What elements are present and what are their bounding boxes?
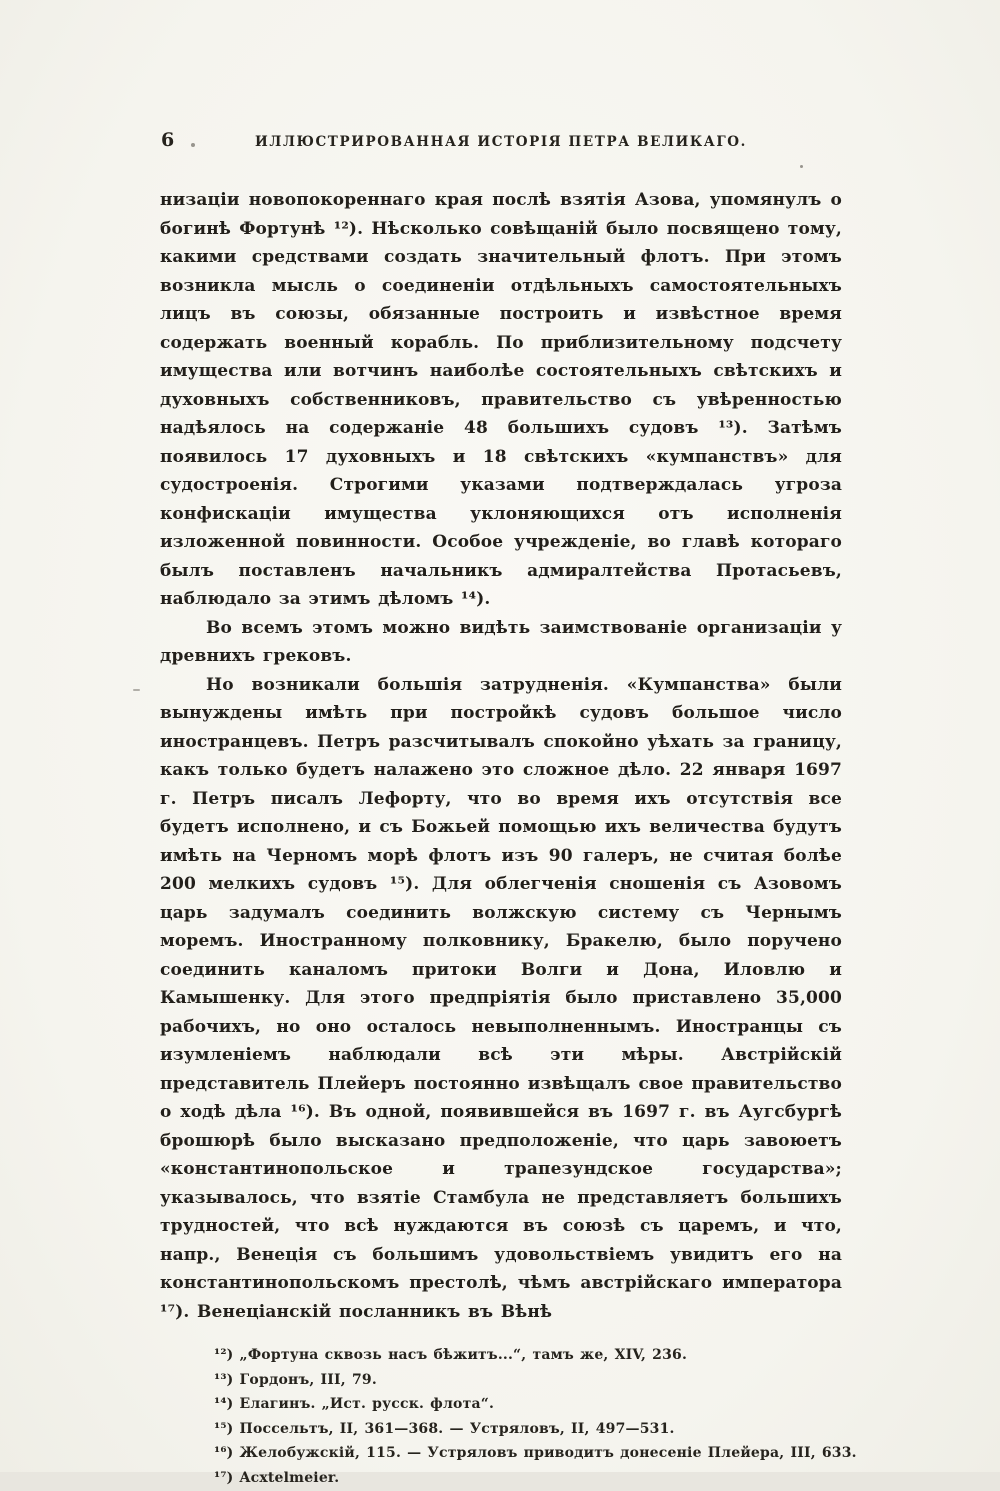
running-header-title: ИЛЛЮСТРИРОВАННАЯ ИСТОРІЯ ПЕТРА ВЕЛИКАГО. — [255, 134, 747, 150]
body-paragraph: Во всемъ этомъ можно видѣть заимствованіе организаціи у древнихъ грековъ. — [160, 617, 842, 666]
footnotes-block — [160, 1343, 922, 1491]
body-paragraph: Но возникали большія затрудненія. «Кумпанства» были вынуждены имѣть при постройкѣ судовъ большое число иностранцевъ. Петръ разсчитывалъ спокойно уѣхать за границу, какъ только будетъ налажено это сложное дѣло. 22 января 1697 г. Петръ писалъ Лефорту, что во время ихъ отсутствія все будетъ исполнено, и съ Божьей помощью ихъ величества будутъ имѣть на Черномъ морѣ флотъ изъ 90 галеръ, не считая болѣе 200 мелкихъ судовъ ¹⁵). Для облегченія сношенія съ Азовомъ царь задумалъ соединить волжскую систему съ Чернымъ моремъ. Иностранному полковнику, Бракелю, было поручено соединить каналомъ притоки Волги и Дона, Иловлю и Камышенку. Для этого предпріятія было приставлено 35,000 рабочихъ, но оно осталось невыполненнымъ. Иностранцы съ изумленіемъ наблюдали всѣ эти мѣры. Австрійскій представитель Плейеръ постоянно извѣщалъ свое правительство о ходѣ дѣла ¹⁶). Въ одной, появившейся въ 1697 г. въ Аугсбургѣ брошюрѣ было высказано предположеніе, что царь завоюетъ «константинопольское и трапезундское государства»; указывалось, что взятіе Стамбула не представляетъ большихъ трудностей, что всѣ нуждаются въ союзѣ съ царемъ, и что, напр., Венеція съ большимъ удовольствіемъ увидитъ его на константинопольскомъ престолѣ, чѣмъ австрійскаго императора ¹⁷). Венеціанскій посланникъ въ Вѣнѣ — [160, 674, 842, 1322]
body-text — [160, 186, 842, 1326]
footnote: ¹³) Гордонъ, III, 79. — [214, 1371, 377, 1388]
scan-speck — [800, 165, 803, 168]
footnote: ¹⁴) Елагинъ. „Ист. русск. флота“. — [214, 1396, 495, 1413]
footnote: ¹⁶) Желобужскій, 115. — Устряловъ приводитъ донесеніе Плейера, III, 633. — [214, 1445, 857, 1462]
page-number: 6 — [161, 129, 175, 151]
footnote: ¹²) „Фортуна сквозь насъ бѣжитъ...“, тамъ же, XIV, 236. — [214, 1347, 688, 1363]
scan-speck — [133, 689, 140, 691]
body-paragraph: низаціи новопокореннаго края послѣ взятія Азова, упомянулъ о богинѣ Фортунѣ ¹²). Нѣсколько совѣщаній было посвящено тому, какими средствами создать значительный флотъ. При этомъ возникла мысль о соединеніи отдѣльныхъ самостоятельныхъ лицъ въ союзы, обязанные построить и извѣстное время содержать военный корабль. По приблизительному подсчету имущества или вотчинъ наиболѣе состоятельныхъ свѣтскихъ и духовныхъ собственниковъ, правительство съ увѣренностью надѣялось на содержаніе 48 большихъ судовъ ¹³). Затѣмъ появилось 17 духовныхъ и 18 свѣтскихъ «кумпанствъ» для судостроенія. Строгими указами подтверждалась угроза конфискаціи имущества уклоняющихся отъ исполненія изложенной повинности. Особое учрежденіе, во главѣ котораго былъ поставленъ начальникъ адмиралтейства Протасьевъ, наблюдало за этимъ дѣломъ ¹⁴). — [160, 190, 842, 609]
footnote: ¹⁵) Поссельтъ, II, 361—368. — Устряловъ, II, 497—531. — [214, 1420, 675, 1437]
footnote: ¹⁷) Acxtelmeier. — [214, 1469, 340, 1486]
page-content — [160, 186, 857, 1491]
scan-speck — [191, 143, 195, 147]
